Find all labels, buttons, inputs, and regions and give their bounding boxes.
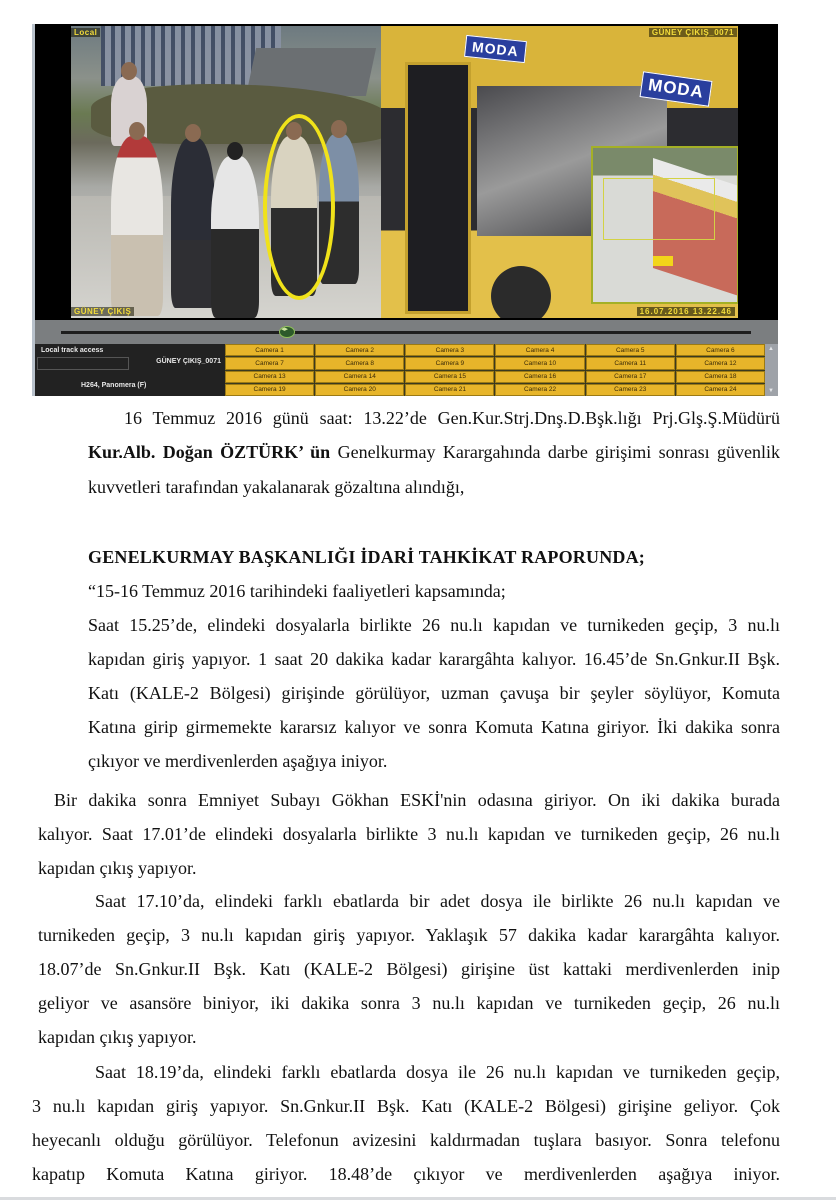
track-codec: H264, Panomera (F) [81,382,147,389]
camera-button[interactable]: Camera 14 [315,371,404,383]
camera-grid-scrollbar[interactable] [765,344,778,396]
camera-button[interactable]: Camera 15 [405,371,494,383]
p4-line: Saat 18.19’da, elindeki farklı ebatlarda dosya ile 26 nu.lı kapıdan ve turnikeden geçip, [95,1062,780,1082]
report-heading: GENELKURMAY BAŞKANLIĞI İDARİ TAHKİKAT RAPORUNDA; [88,547,646,567]
camera-button[interactable]: Camera 21 [405,384,494,396]
camera-button[interactable]: Camera 16 [495,371,584,383]
intro-line-1: 16 Temmuz 2016 günü saat: 13.22’de Gen.Kur.Strj.Dnş.D.Bşk.lığı Prj.Glş.Ş.Müdürü [124,408,780,428]
camera-button[interactable]: Camera 12 [676,357,765,369]
bus-brand-logo: MODA [640,71,713,106]
camera-button[interactable]: Camera 5 [586,344,675,356]
overlay-camera-name-short: GÜNEY ÇIKIŞ [71,307,134,316]
video-frame [71,26,741,318]
scroll-up-icon[interactable]: ▲ [768,346,774,352]
intro-line-2-rest: Genelkurmay Karargahında darbe girişimi sonrası güvenlik [330,442,781,462]
video-letterbox-left [35,24,71,320]
p2-line: kapıdan çıkış yapıyor. [38,858,197,878]
camera-button[interactable]: Camera 10 [495,357,584,369]
timeline-slider-thumb[interactable] [279,326,295,338]
camera-button[interactable]: Camera 7 [225,357,314,369]
overlay-camera-name: GÜNEY ÇIKIŞ_0071 [649,28,737,37]
camera-button[interactable]: Camera 19 [225,384,314,396]
p1-line: Katına girip girmemekte kararsız kalıyor ve sonra Komuta Katına giriyor. İki dakika sonra [88,717,780,737]
camera-button[interactable]: Camera 11 [586,357,675,369]
overlay-timestamp: 16.07.2016 13.22.46 [637,307,735,316]
bus-door [405,62,471,314]
camera-button[interactable]: Camera 23 [586,384,675,396]
person [111,136,163,316]
camera-button[interactable]: Camera 22 [495,384,584,396]
p1-line: kapıdan giriş yapıyor. 1 saat 20 dakika kadar karargâhta kalıyor. 16.45’de Sn.Gnkur.II Bşk. [88,649,780,669]
p3-line: geliyor ve asansöre biniyor, iki dakika sonra 3 nu.lı kapıdan ve turnikeden geçip, 26 nu.lı [38,993,780,1013]
intro-line-3: kuvvetleri tarafından yakalanarak gözaltına alındığı, [88,477,465,497]
camera-button[interactable]: Camera 17 [586,371,675,383]
p4-line: 3 nu.lı kapıdan giriş yapıyor. Sn.Gnkur.II Bşk. Katı (KALE-2 Bölgesi) girişine geliyor. Çok [32,1096,780,1116]
overlay-local-label: Local [71,28,100,37]
intro-line-2 [88,435,780,469]
officer-name: Kur.Alb. Doğan ÖZTÜRK’ ün [88,442,331,462]
quote-opening: “15-16 Temmuz 2016 tarihindeki faaliyetleri kapsamında; [88,581,506,601]
camera-button[interactable]: Camera 1 [225,344,314,356]
camera-button[interactable]: Camera 18 [676,371,765,383]
camera-button[interactable]: Camera 13 [225,371,314,383]
camera-button[interactable]: Camera 24 [676,384,765,396]
person [171,138,215,308]
p3-line: 18.07’de Sn.Gnkur.II Bşk. Katı (KALE-2 Bölgesi) girişine üst kattaki merdivenlerden inip [38,959,780,979]
pip-zoom-box [603,178,715,240]
p2-line: Bir dakika sonra Emniyet Subayı Gökhan ESKİ'nin odasına giriyor. On iki dakika burada [54,790,780,810]
camera-button[interactable]: Camera 6 [676,344,765,356]
p1-line: Katı (KALE-2 Bölgesi) girişinde görülüyor, uzman çavuşa bir şeyler söylüyor, Komuta [88,683,780,703]
p2-line: kalıyor. Saat 17.01’de elindeki dosyalarla birlikte 3 nu.lı kapıdan ve turnikeden geçip, 26 nu.lı [38,824,780,844]
p4-line: heyecanlı olduğu görülüyor. Telefonun avizesini kaldırmadan tuşlara basıyor. Sonra telefonu [32,1130,780,1150]
track-camera-name: GÜNEY ÇIKIŞ_0071 [156,358,221,365]
track-field[interactable] [37,357,129,370]
p3-line: kapıdan çıkış yapıyor. [38,1027,197,1047]
person [211,156,259,318]
picture-in-picture-view[interactable] [591,146,739,304]
cctv-screenshot [32,24,778,396]
camera-button[interactable]: Camera 8 [315,357,404,369]
playback-bar [35,320,778,344]
camera-button[interactable]: Camera 3 [405,344,494,356]
timeline-slider[interactable] [61,331,751,334]
camera-button[interactable]: Camera 20 [315,384,404,396]
suspect-highlight-ellipse [263,114,335,300]
bus-wheel [491,266,551,318]
camera-button[interactable]: Camera 9 [405,357,494,369]
scroll-down-icon[interactable]: ▼ [768,388,774,394]
camera-button[interactable]: Camera 4 [495,344,584,356]
bus-brand-logo: MODA [464,35,527,63]
video-letterbox-right [738,24,778,320]
p1-line: Saat 15.25’de, elindeki dosyalarla birlikte 26 nu.lı kapıdan ve turnikeden geçip, 3 nu.lı [88,615,780,635]
p3-line: Saat 17.10’da, elindeki farklı ebatlarda bir adet dosya ile birlikte 26 nu.lı kapıdan ve [95,891,780,911]
camera-button[interactable]: Camera 2 [315,344,404,356]
p4-line: kapatıp Komuta Katına giriyor. 18.48’de çıkıyor ve merdivenlerden aşağıya iniyor. [32,1164,780,1184]
p3-line: turnikeden geçip, 3 nu.lı kapıdan giriş yapıyor. Yaklaşık 57 dakika kadar karargâhta kalıyor. [38,925,780,945]
track-info-panel [35,344,225,396]
camera-selector-grid [225,344,765,396]
pip-traffic-cone [653,256,673,266]
track-access-title: Local track access [41,347,104,354]
p1-line: çıkıyor ve merdivenlerden aşağıya iniyor. [88,751,388,771]
